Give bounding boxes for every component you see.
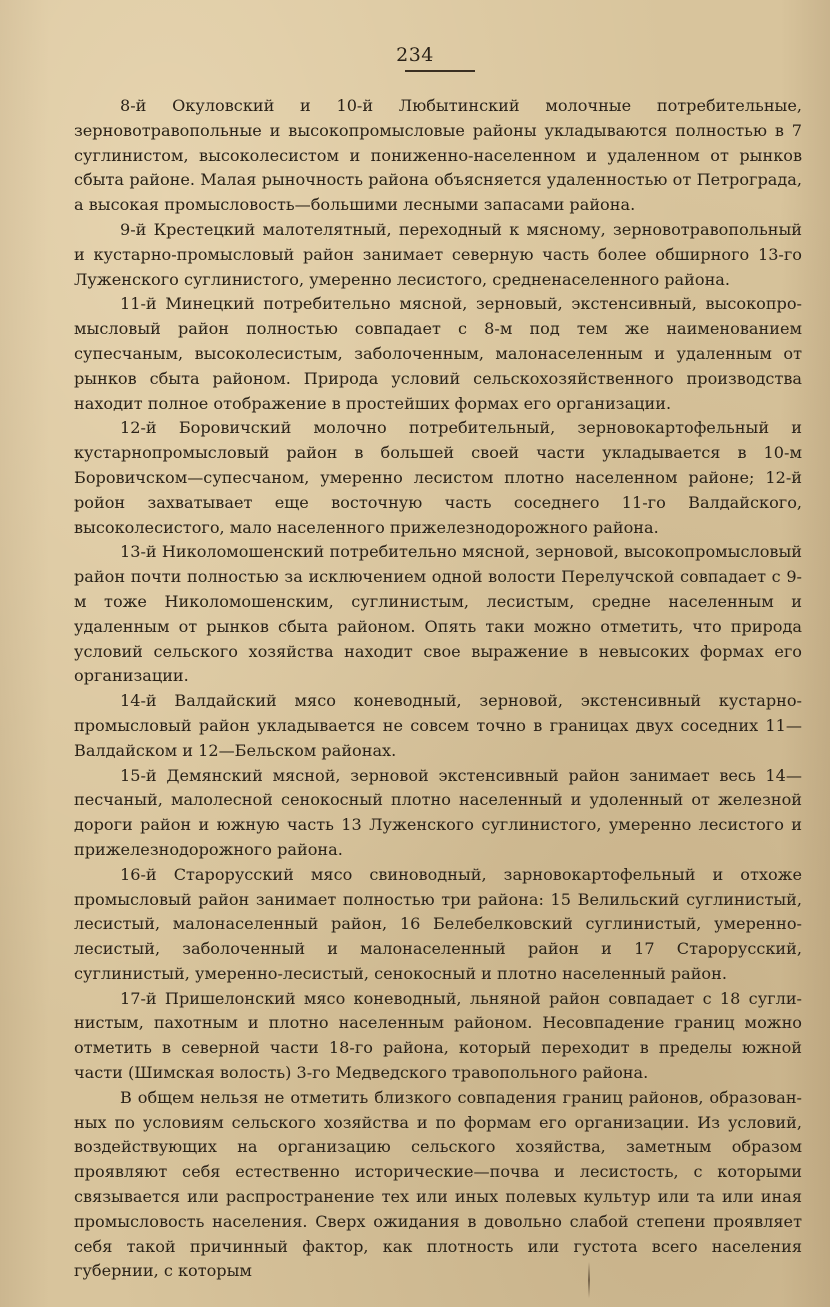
paragraph-valdaysky: 14-й Валдайский мясо коневодный, зерновой, экстенсивный кустарно-промысловый район укладывается не совсем точно в границах двух соседних 11—Валдайском и 12—Бельском районах.: [74, 691, 802, 760]
paragraph-demyansky: 15-й Демянский мясной, зерновой экстенсивный район занимает весь 14—песчаный, малолесной сенокосный плотно населенный и удоленный от железной дороги район и южную часть 13 Луженского суглинистого, умеренно лесистого и прижелезнодорожного района.: [74, 765, 802, 859]
paragraph-conclusion: В общем нельзя не отметить близкого совпадения границ районов, образованных по условиям сельского хозяйства и по формам его организации. Из условий, воздействующих на организацию сельского хозяйства, заметным образом проявляют себя естественно исторические—почва и лесистость, с которыми связывается или распространение тех или иных полевых культур или та или иная промысловость населения. Сверх ожидания в довольно слабой степени проявляет себя такой причинный фактор, как плотность или густота всего населения губернии, с которым: [74, 1087, 802, 1281]
paragraph-okulovsky-lyubytinsky: 8-й Окуловский и 10-й Любытинский молочные потребительные, зерновотравопольные и высокопромысловые районы укладываются полностью в 7 суглинистом, высоколесистом и пониженно-населенном и удаленном от рынков сбыта районе. Малая рыночность района объясняется удаленностью от Петрограда, а высокая промысловость—большими лесными запасами района.: [74, 96, 802, 215]
body-text: [74, 94, 802, 1284]
paragraph-prishelonsky: 17-й Пришелонский мясо коневодный, льняной район совпадает с 18 суглинистым, пахотным и плотно населенным районом. Несовпадение границ можно отметить в северной части 18-го района, который переходит в пределы южной части (Шимская волость) 3-го Медведского травопольного района.: [74, 988, 802, 1083]
paragraph-krestetsky: 9-й Крестецкий малотелятный, переходный к мясному, зерновотравопольный и кустарно-промысловый район занимает северную часть более обширного 13-го Луженского суглинистого, умеренно лесистого, средненаселенного района.: [74, 219, 802, 289]
page-number-underline: [405, 70, 475, 72]
paragraph-starorussky: 16-й Старорусский мясо свиноводный, зарновокартофельный и отхоже промысловый район занимает полностью три района: 15 Велильский суглинистый, лесистый, малонаселенный район, 16 Белебелковский суглинистый, умеренно-лесистый, заболоченный и малонаселенный район и 17 Старорусский, суглинистый, умеренно-лесистый, сенокосный и плотно населенный район.: [74, 864, 802, 983]
paragraph-borovichsky: 12-й Боровичский молочно потребительный, зерновокартофельный и кустарнопромысловый район в большей своей части укладывается в 10-м Боровичском—супесчаном, умеренно лесистом плотно населенном районе; 12-й ройон захватывает еще восточную часть соседнего 11-го Валдайского, высоколесистого, мало населенного прижелезнодорожного района.: [74, 418, 802, 537]
paragraph-minetsky: 11-й Минецкий потребительно мясной, зерновый, экстенсивный, высокопромысловый район полностью совпадает с 8-м под тем же наименованием супесчаным, высоколесистым, заболоченным, малонаселенным и удаленным от рынков сбыта районом. Природа условий сельскохозяйственного производства находит полное отображение в простейших формах его организации.: [74, 294, 802, 413]
page-number: 234: [396, 44, 434, 66]
paragraph-nikolomoshensky: 13-й Николомошенский потребительно мясной, зерновой, высокопромысловый район почти полностью за исключением одной волости Перелучской совпадает с 9-м тоже Николомошенским, суглинистым, лесистым, средне населенным и удаленным от рынков сбыта районом. Опять таки можно отметить, что природа условий сельского хозяйства находит свое выражение в невысоких формах его организации.: [74, 542, 802, 686]
paper-crease-mark: [588, 1262, 590, 1298]
